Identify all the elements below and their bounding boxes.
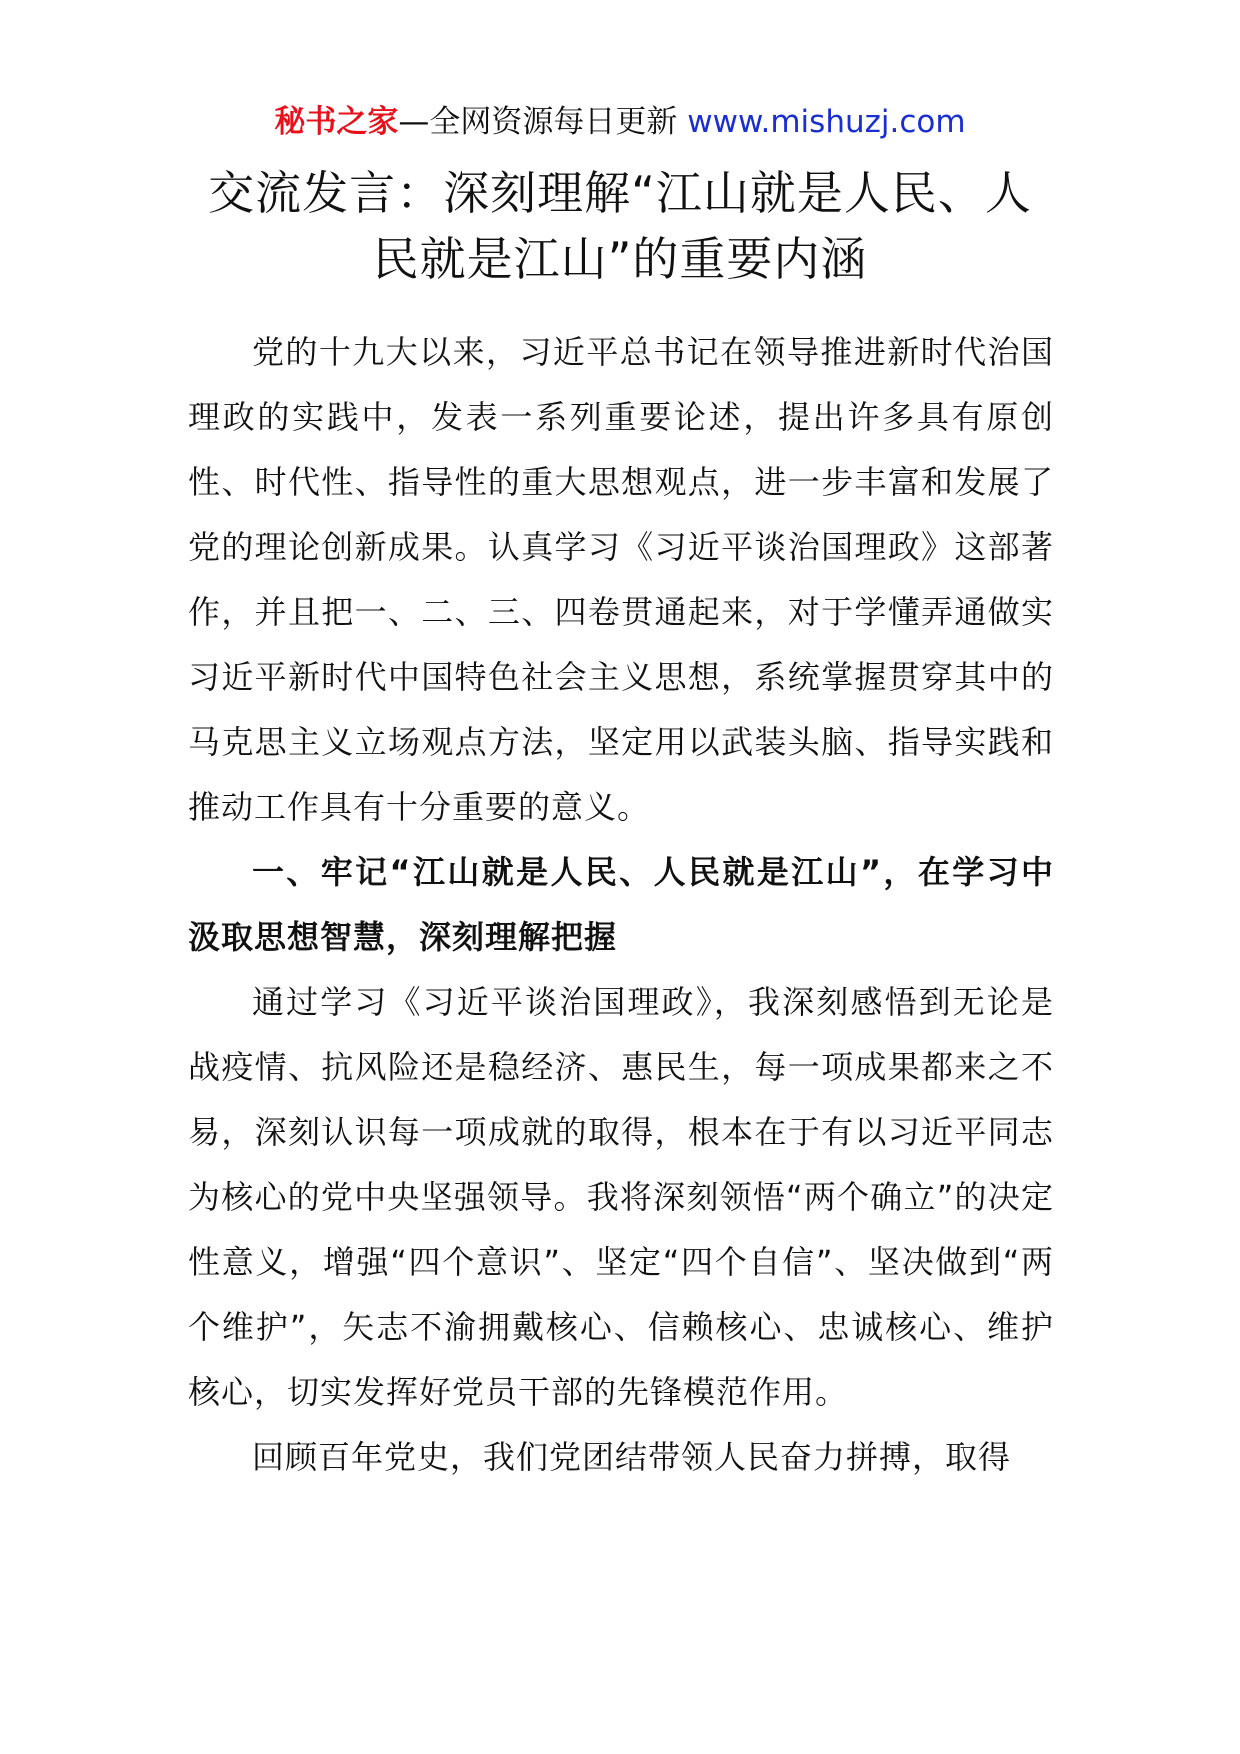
paragraph-intro: 党的十九大以来，习近平总书记在领导推进新时代治国理政的实践中，发表一系列重要论述，提出许多具有原创性、时代性、指导性的重大思想观点，进一步丰富和发展了党的理论创新成果。认真学习《习近平谈治国理政》这部著作，并且把一、二、三、四卷贯通起来，对于学懂弄通做实习近平新时代中国特色社会主义思想，系统掌握贯穿其中的马克思主义立场观点方法，坚定用以武装头脑、指导实践和推动工作具有十分重要的意义。 (188, 333, 1054, 826)
site-url-link[interactable]: www.mishuzj.com (687, 104, 966, 140)
paragraph-history: 回顾百年党史，我们党团结带领人民奋力拼搏，取得 (252, 1438, 1012, 1476)
brand-name: 秘书之家 (274, 104, 399, 140)
section-heading-1: 一、牢记“江山就是人民、人民就是江山”，在学习中汲取思想智慧，深刻理解把握 (188, 853, 1054, 956)
title-line-2: 民就是江山”的重要内涵 (372, 232, 868, 286)
paragraph-study: 通过学习《习近平谈治国理政》，我深刻感悟到无论是战疫情、抗风险还是稳经济、惠民生，每一项成果都来之不易，深刻认识每一项成就的取得，根本在于有以习近平同志为核心的党中央坚强领导。我将深刻领悟“两个确立”的决定性意义，增强“四个意识”、坚定“四个自信”、坚决做到“两个维护”，矢志不渝拥戴核心、信赖核心、忠诚核心、维护核心，切实发挥好党员干部的先锋模范作用。 (188, 983, 1054, 1411)
site-header (0, 100, 1240, 144)
document-body (188, 320, 1054, 1490)
document-title (170, 160, 1070, 292)
header-tagline: —全网资源每日更新 (398, 104, 678, 140)
title-line-1: 交流发言：深刻理解“江山就是人民、人 (208, 166, 1032, 220)
